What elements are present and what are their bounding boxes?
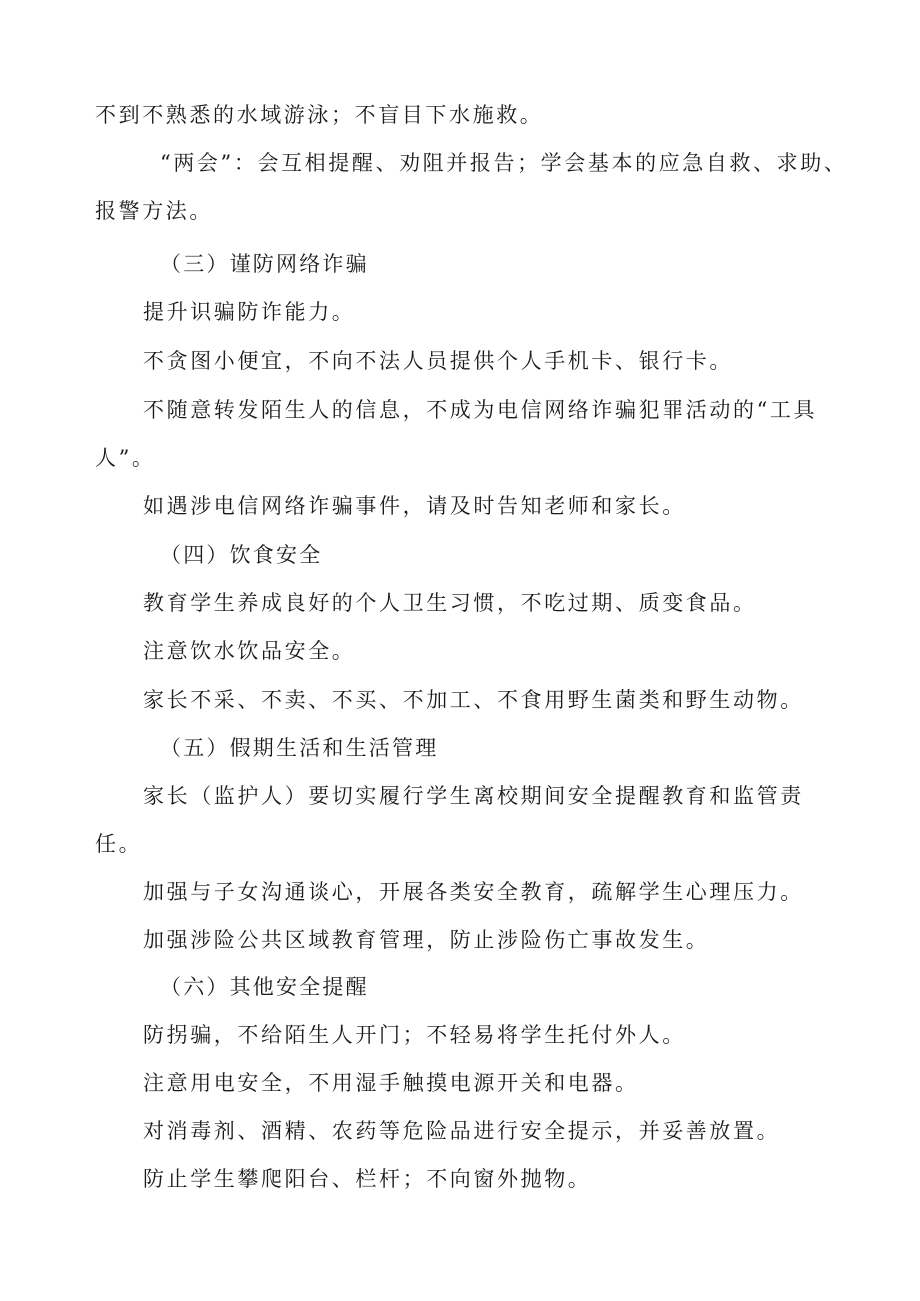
text-line-other-3: 对消毒剂、酒精、农药等危险品进行安全提示，并妥善放置。 (143, 1119, 781, 1143)
text-line-food-1: 教育学生养成良好的个人卫生习惯，不吃过期、质变食品。 (143, 591, 757, 615)
text-line-two-abilities: “两会”：会互相提醒、劝阻并报告；学会基本的应急自救、求助、 (160, 151, 848, 175)
section-heading-holiday: （五）假期生活和生活管理 (160, 736, 439, 760)
text-line-other-1: 防拐骗，不给陌生人开门；不轻易将学生托付外人。 (143, 1023, 686, 1047)
text-line-food-2: 注意饮水饮品安全。 (143, 639, 356, 663)
section-heading-other: （六）其他安全提醒 (160, 975, 369, 999)
text-line-holiday-2: 加强与子女沟通谈心，开展各类安全教育，疏解学生心理压力。 (143, 880, 804, 904)
text-line-fraud-2: 不贪图小便宜，不向不法人员提供个人手机卡、银行卡。 (143, 349, 733, 373)
text-line-food-3: 家长不采、不卖、不买、不加工、不食用野生菌类和野生动物。 (143, 688, 804, 712)
text-line-fraud-3: 不随意转发陌生人的信息，不成为电信网络诈骗犯罪活动的“工具 (143, 398, 818, 422)
text-line-holiday-1: 家长（监护人）要切实履行学生离校期间安全提醒教育和监管责 (143, 784, 804, 808)
text-line-other-4: 防止学生攀爬阳台、栏杆；不向窗外抛物。 (143, 1167, 592, 1191)
text-line-holiday-1-cont: 任。 (95, 832, 143, 856)
text-line-fraud-4: 如遇涉电信网络诈骗事件，请及时告知老师和家长。 (143, 494, 686, 518)
text-line-holiday-3: 加强涉险公共区域教育管理，防止涉险伤亡事故发生。 (143, 928, 710, 952)
section-heading-food: （四）饮食安全 (160, 543, 323, 567)
text-line-water-safety: 不到不熟悉的水域游泳；不盲目下水施救。 (95, 103, 544, 127)
text-line-other-2: 注意用电安全，不用湿手触摸电源开关和电器。 (143, 1071, 639, 1095)
text-line-two-abilities-cont: 报警方法。 (95, 199, 213, 223)
text-line-fraud-1: 提升识骗防诈能力。 (143, 300, 356, 324)
text-line-fraud-3-cont: 人”。 (95, 446, 156, 470)
section-heading-fraud: （三）谨防网络诈骗 (160, 252, 369, 276)
